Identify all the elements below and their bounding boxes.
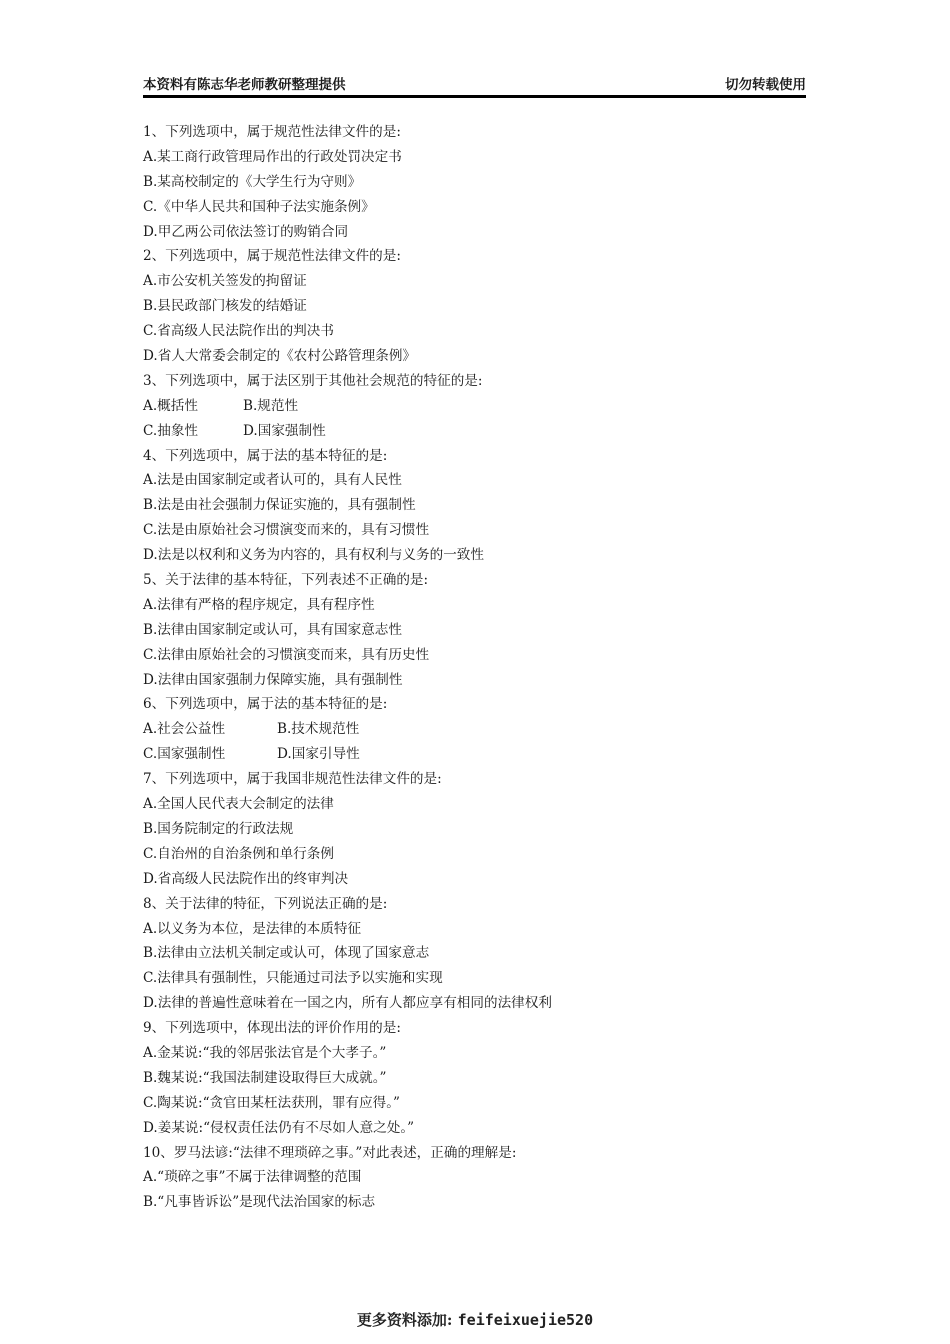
answer-option: B.某高校制定的《大学生行为守则》: [143, 173, 362, 190]
page-footer: [0, 1309, 950, 1330]
footer-label: 更多资料添加:: [356, 1311, 453, 1329]
question-stem: 4、下列选项中，属于法的基本特征的是:: [143, 447, 388, 464]
answer-option: A.“琐碎之事”不属于法律调整的范围: [143, 1169, 362, 1186]
question-stem: 7、下列选项中，属于我国非规范性法律文件的是:: [143, 771, 442, 788]
answer-option: D.甲乙两公司依法签订的购销合同: [143, 223, 349, 240]
answer-option: D.法律由国家强制力保障实施，具有强制性: [143, 671, 403, 688]
answer-option: A.概括性: [143, 397, 198, 414]
answer-option: C.自治州的自治条例和单行条例: [143, 845, 334, 862]
answer-option: D.省人大常委会制定的《农村公路管理条例》: [143, 348, 417, 365]
answer-option: C.抽象性: [143, 422, 199, 439]
answer-option: C.法律由原始社会的习惯演变而来，具有历史性: [143, 646, 430, 663]
answer-option: B.法律由国家制定或认可，具有国家意志性: [143, 621, 402, 638]
answer-option: A.市公安机关签发的拘留证: [143, 273, 307, 290]
page-header: [143, 72, 806, 94]
option-row: [143, 742, 823, 767]
answer-option: A.法律有严格的程序规定，具有程序性: [143, 596, 375, 613]
option-row: [143, 419, 823, 444]
header-copyright-note: 切勿转载使用: [725, 77, 806, 93]
answer-option: B.国务院制定的行政法规: [143, 820, 294, 837]
answer-option: B.魏某说:“我国法制建设取得巨大成就。”: [143, 1069, 387, 1086]
answer-option: B.规范性: [243, 397, 299, 414]
question-stem: 6、下列选项中，属于法的基本特征的是:: [143, 696, 388, 713]
answer-option: D.姜某说:“侵权责任法仍有不尽如人意之处。”: [143, 1119, 415, 1136]
header-rule: [143, 95, 806, 98]
question-stem: 10、罗马法谚:“法律不理琐碎之事。”对此表述，正确的理解是:: [143, 1144, 517, 1161]
answer-option: B.法律由立法机关制定或认可，体现了国家意志: [143, 945, 430, 962]
answer-option: C.法律具有强制性，只能通过司法予以实施和实现: [143, 970, 443, 987]
answer-option: A.社会公益性: [143, 721, 226, 738]
option-row: [143, 394, 823, 419]
answer-option: A.某工商行政管理局作出的行政处罚决定书: [143, 148, 402, 165]
answer-option: D.法是以权利和义务为内容的，具有权利与义务的一致性: [143, 547, 484, 564]
answer-option: D.法律的普遍性意味着在一国之内，所有人都应享有相同的法律权利: [143, 995, 552, 1012]
answer-option: A.法是由国家制定或者认可的，具有人民性: [143, 472, 402, 489]
question-stem: 3、下列选项中，属于法区别于其他社会规范的特征的是:: [143, 372, 483, 389]
footer-contact-handle: feifeixuejie520: [457, 1311, 594, 1329]
answer-option: C.法是由原始社会习惯演变而来的，具有习惯性: [143, 522, 430, 539]
option-row: [143, 717, 823, 742]
answer-option: B.技术规范性: [277, 721, 360, 738]
question-stem: 5、关于法律的基本特征，下列表述不正确的是:: [143, 572, 429, 589]
answer-option: A.以义务为本位，是法律的本质特征: [143, 920, 362, 937]
question-stem: 1、下列选项中，属于规范性法律文件的是:: [143, 124, 401, 140]
answer-option: C.陶某说:“贪官田某枉法获刑，罪有应得。”: [143, 1094, 401, 1111]
answer-option: D.省高级人民法院作出的终审判决: [143, 870, 349, 887]
answer-option: D.国家引导性: [277, 746, 360, 763]
answer-option: C.省高级人民法院作出的判决书: [143, 323, 334, 340]
answer-option: B.法是由社会强制力保证实施的，具有强制性: [143, 497, 416, 514]
answer-option: A.金某说:“我的邻居张法官是个大孝子。”: [143, 1044, 387, 1061]
question-stem: 2、下列选项中，属于规范性法律文件的是:: [143, 248, 401, 265]
answer-option: B.“凡事皆诉讼”是现代法治国家的标志: [143, 1194, 376, 1211]
question-stem: 9、下列选项中，体现出法的评价作用的是:: [143, 1020, 401, 1037]
question-list: [143, 120, 823, 1215]
answer-option: B.县民政部门核发的结婚证: [143, 298, 307, 315]
header-source-note: 本资料有陈志华老师教研整理提供: [143, 77, 346, 93]
answer-option: D.国家强制性: [243, 422, 326, 439]
answer-option: C.《中华人民共和国种子法实施条例》: [143, 198, 375, 215]
answer-option: C.国家强制性: [143, 746, 226, 763]
question-stem: 8、关于法律的特征，下列说法正确的是:: [143, 895, 388, 912]
answer-option: A.全国人民代表大会制定的法律: [143, 796, 334, 813]
